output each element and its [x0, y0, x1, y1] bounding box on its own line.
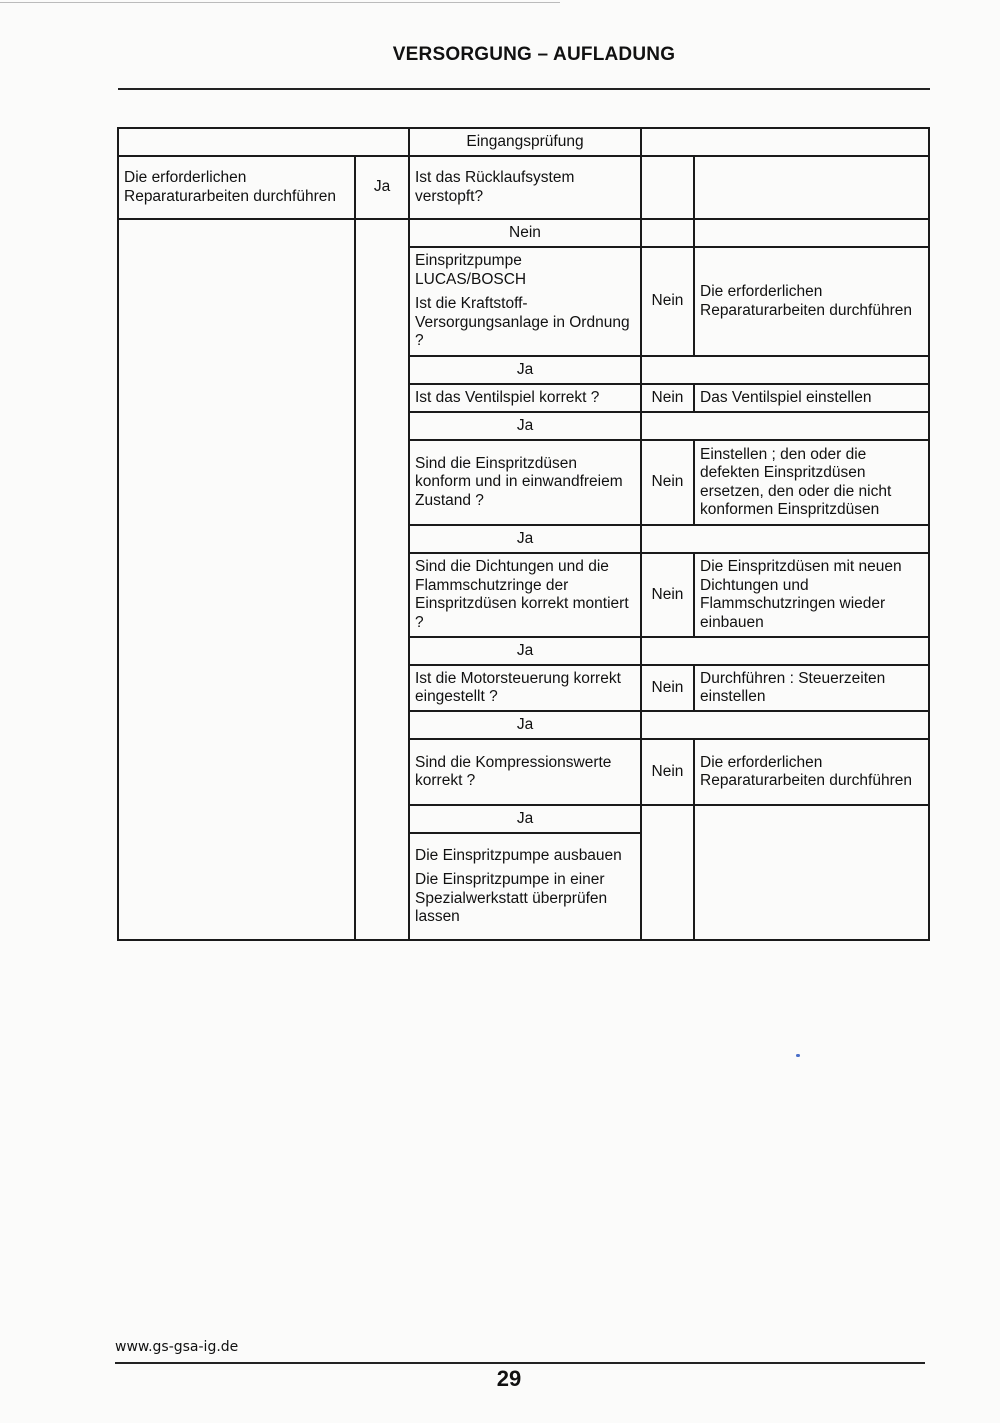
spacer-cell [694, 219, 929, 247]
q5-no-label: Nein [641, 553, 694, 637]
q7-yes-connector: Ja [409, 805, 641, 833]
scan-speck [796, 1054, 800, 1057]
q6-no-label: Nein [641, 665, 694, 711]
spacer-cell [641, 711, 929, 739]
scan-edge-line [0, 2, 560, 3]
final-empty-action [694, 805, 929, 940]
blank-header-right [641, 128, 929, 156]
q3-no-label: Nein [641, 384, 694, 412]
q2-question-text: Ist die Kraftstoff-Versorgungsanlage in Ordnung ? [415, 295, 630, 350]
spacer-cell [641, 219, 694, 247]
final-empty-no [641, 805, 694, 940]
q6-question: Ist die Motorsteuerung korrekt eingestellt ? [409, 665, 641, 711]
q2-pump-type: Einspritzpumpe LUCAS/BOSCH [415, 252, 527, 288]
spacer-cell [641, 412, 929, 440]
q7-question: Sind die Kompressionswerte korrekt ? [409, 739, 641, 805]
q2-yes-connector: Ja [409, 356, 641, 384]
spacer-cell [641, 356, 929, 384]
q1-empty-no [641, 156, 694, 219]
q3-no-action: Das Ventilspiel einstellen [694, 384, 929, 412]
q7-no-label: Nein [641, 739, 694, 805]
diagnosis-flowchart [117, 127, 930, 941]
spacer-cell [641, 525, 929, 553]
page-number: 29 [496, 1366, 522, 1391]
left-empty-column [118, 219, 355, 940]
q2-question [409, 247, 641, 356]
q2-no-label: Nein [641, 247, 694, 356]
q5-no-action: Die Einspritzdüsen mit neuen Dichtungen und Flammschutzringen wieder einbauen [694, 553, 929, 637]
q1-yes-label: Ja [355, 156, 409, 219]
yes-empty-column [355, 219, 409, 940]
header-rule [118, 88, 930, 90]
q2-no-action: Die erforderlichen Reparaturarbeiten durchführen [694, 247, 929, 356]
q6-yes-connector: Ja [409, 711, 641, 739]
q1-no-connector: Nein [409, 219, 641, 247]
final-action-line1: Die Einspritzpumpe ausbauen [415, 846, 622, 864]
page-title: VERSORGUNG – AUFLADUNG [392, 44, 676, 65]
footer-url: www.gs-gsa-ig.de [115, 1339, 239, 1355]
final-action-line2: Die Einspritzpumpe in einer Spezialwerkstatt überprüfen lassen [415, 871, 608, 925]
q6-no-action: Durchführen : Steuerzeiten einstellen [694, 665, 929, 711]
blank-header-left [118, 128, 409, 156]
q4-question: Sind die Einspritzdüsen konform und in einwandfreiem Zustand ? [409, 440, 641, 525]
start-box: Eingangsprüfung [409, 128, 641, 156]
q1-question: Ist das Rücklaufsystem verstopft? [409, 156, 641, 219]
q5-yes-connector: Ja [409, 637, 641, 665]
q3-yes-connector: Ja [409, 412, 641, 440]
q4-yes-connector: Ja [409, 525, 641, 553]
footer-rule [115, 1362, 925, 1364]
q1-yes-action: Die erforderlichen Reparaturarbeiten durchführen [118, 156, 355, 219]
q5-question: Sind die Dichtungen und die Flammschutzringe der Einspritzdüsen korrekt montiert ? [409, 553, 641, 637]
q1-empty-action [694, 156, 929, 219]
final-action [409, 833, 641, 940]
spacer-cell [641, 637, 929, 665]
q4-no-action: Einstellen ; den oder die defekten Einspritzdüsen ersetzen, den oder die nicht konformen Einspritzdüsen [694, 440, 929, 525]
q4-no-label: Nein [641, 440, 694, 525]
q7-no-action: Die erforderlichen Reparaturarbeiten durchführen [694, 739, 929, 805]
q3-question: Ist das Ventilspiel korrekt ? [409, 384, 641, 412]
